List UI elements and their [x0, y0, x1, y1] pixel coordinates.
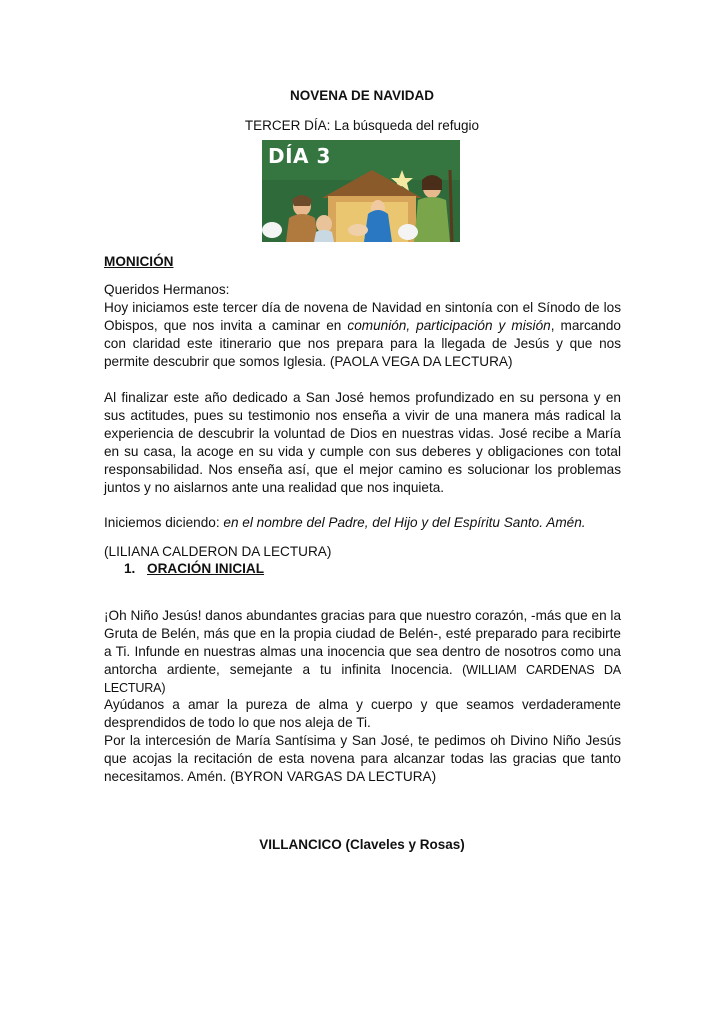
illustration-day-label: DÍA 3: [268, 144, 331, 168]
paragraph-text: ¡Oh Niño Jesús! danos abundantes gracias para que nuestro corazón, -más que en la Gruta de Belén, más que en la propia ciudad de Belén-, esté preparado para recibirte a Ti. Infunde en nuestras almas una inocencia que sea dentro de nosotros como una antorcha ardiente, semejante a tu infinita Inocencia.: [104, 608, 621, 677]
paragraph-text: , marcando con claridad este itinerario que nos prepara para la llegada de Jesús y que nos permite descubrir que somos Iglesia. (PAOLA VEGA DA LECTURA): [104, 318, 621, 369]
monicion-reader: (LILIANA CALDERON DA LECTURA): [104, 544, 332, 559]
paragraph-text: Iniciemos diciendo:: [104, 515, 224, 530]
oracion-paragraph-2: Ayúdanos a amar la pureza de alma y cuerpo y que seamos verdaderamente desprendidos de todo lo que nos aleja de Ti.: [104, 697, 621, 730]
monicion-paragraph-2: Al finalizar este año dedicado a San José hemos profundizado en su persona y en sus actitudes, pues su testimonio nos enseña a vivir de una manera más radical la experiencia de descubrir la voluntad de Dios en nuestras vidas. José recibe a María en su casa, la acoge en su vida y cumple con sus deberes y obligaciones con total responsabilidad. Nos enseña así, que el mejor camino es solucionar los problemas juntos y no aislarnos ante una realidad que nos inquieta.: [104, 390, 621, 495]
section-heading-monicion: MONICIÓN: [104, 254, 174, 269]
monicion-paragraph-3: [104, 514, 621, 532]
greeting: Queridos Hermanos:: [104, 282, 230, 297]
nativity-illustration: [262, 140, 460, 242]
oracion-paragraph-1: [104, 607, 621, 697]
italic-phrase: en el nombre del Padre, del Hijo y del Espíritu Santo. Amén.: [223, 515, 586, 530]
italic-phrase: comunión, participación y misión: [347, 318, 551, 333]
reader-note: (WILLIAM CARDENAS DA LECTURA): [104, 663, 622, 695]
villancico-heading: VILLANCICO (Claveles y Rosas): [259, 837, 465, 852]
monicion-body: [104, 281, 621, 371]
paragraph-text: Hoy iniciamos este tercer día de novena de Navidad en sintonía con el Sínodo de los Obispos, que nos invita a caminar en: [104, 300, 621, 333]
document-title: NOVENA DE NAVIDAD: [289, 88, 434, 103]
section-heading-oracion: ORACIÓN INICIAL: [147, 561, 265, 576]
oracion-number: 1.: [124, 561, 136, 576]
oracion-paragraph-3: Por la intercesión de María Santísima y San José, te pedimos oh Divino Niño Jesús que acojas la recitación de esta novena para alcanzar todas las gracias que tanto necesitamos. Amén. (BYRON VARGAS DA LECTURA): [104, 733, 621, 784]
monicion-paragraph-1: [104, 299, 621, 371]
document-subtitle: TERCER DÍA: La búsqueda del refugio: [244, 118, 480, 133]
